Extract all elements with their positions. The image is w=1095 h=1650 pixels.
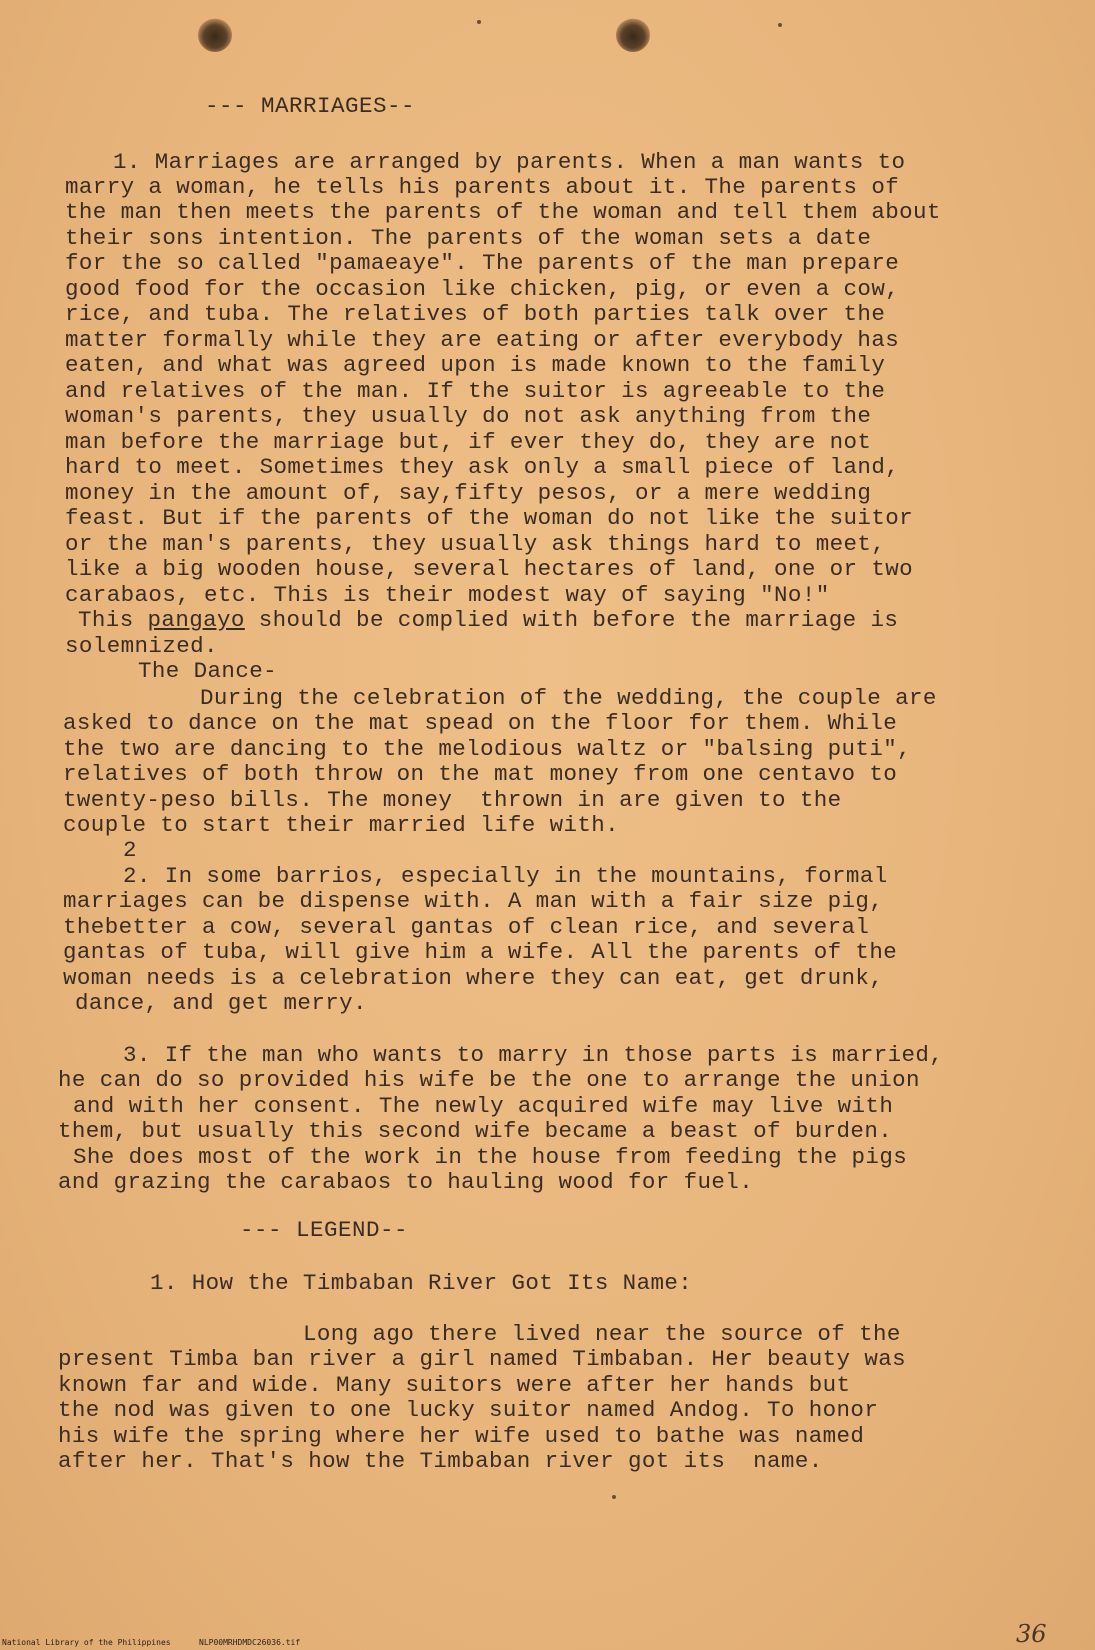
punch-hole-left [198, 18, 232, 52]
page-number: 36 [1016, 1620, 1047, 1648]
text-line: She does most of the work in the house from feeding the pigs [73, 1144, 908, 1170]
text-line: present Timba ban river a girl named Timbaban. Her beauty was [58, 1346, 907, 1372]
text-line: carabaos, etc. This is their modest way of saying "No!" [65, 582, 830, 608]
text-line: them, but usually this second wife became a beast of burden. [58, 1118, 893, 1144]
text-line: his wife the spring where her wife used to bathe was named [58, 1423, 865, 1449]
text-fragment: This [78, 607, 148, 633]
file-id: NLP00MRHDMDC26036.tif [199, 1638, 301, 1647]
text-line: solemnized. [65, 633, 218, 659]
text-line: asked to dance on the mat spead on the floor for them. While [63, 710, 898, 736]
ink-speck [612, 1495, 616, 1499]
text-line: Long ago there lived near the source of the [303, 1321, 901, 1347]
text-line: like a big wooden house, several hectares of land, one or two [65, 556, 914, 582]
legend-title: 1. How the Timbaban River Got Its Name: [150, 1270, 693, 1296]
ink-speck [477, 20, 481, 24]
section-heading-marriages: --- MARRIAGES-- [205, 93, 416, 119]
text-line: man before the marriage but, if ever they do, they are not [65, 429, 872, 455]
section-heading-legend: --- LEGEND-- [240, 1217, 409, 1243]
pangayo-line [78, 608, 898, 633]
text-line: known far and wide. Many suitors were after her hands but [58, 1372, 851, 1398]
text-line: marriages can be dispense with. A man with a fair size pig, [63, 888, 884, 914]
text-line: he can do so provided his wife be the one to arrange the union [58, 1067, 920, 1093]
text-line: twenty-peso bills. The money thrown in are given to the [63, 787, 842, 813]
stray-number: 2 [123, 837, 137, 863]
text-line: thebetter a cow, several gantas of clean rice, and several [63, 914, 870, 940]
text-line: money in the amount of, say,fifty pesos, or a mere wedding [65, 480, 872, 506]
text-line: and grazing the carabaos to hauling wood for fuel. [58, 1169, 754, 1195]
text-line: good food for the occasion like chicken, pig, or even a cow, [65, 276, 900, 302]
pangayo-term: pangayo [147, 607, 245, 633]
text-line: eaten, and what was agreed upon is made known to the family [65, 352, 886, 378]
text-line: or the man's parents, they usually ask things hard to meet, [65, 531, 886, 557]
text-line: the nod was given to one lucky suitor named Andog. To honor [58, 1397, 879, 1423]
text-line: their sons intention. The parents of the woman sets a date [65, 225, 872, 251]
text-fragment: should be complied with before the marriage is [244, 607, 899, 633]
library-credit: National Library of the Philippines [2, 1638, 171, 1647]
text-line: During the celebration of the wedding, the couple are [200, 685, 937, 711]
text-line: for the so called "pamaeaye". The parents of the man prepare [65, 250, 900, 276]
text-line: couple to start their married life with. [63, 812, 620, 838]
text-line: marry a woman, he tells his parents about it. The parents of [65, 174, 900, 200]
text-line: and relatives of the man. If the suitor is agreeable to the [65, 378, 886, 404]
text-line: gantas of tuba, will give him a wife. All the parents of the [63, 939, 898, 965]
text-line: woman's parents, they usually do not ask anything from the [65, 403, 872, 429]
ink-speck [778, 23, 782, 27]
text-line: dance, and get merry. [75, 990, 367, 1016]
punch-hole-right [616, 18, 650, 52]
text-line: rice, and tuba. The relatives of both parties talk over the [65, 301, 886, 327]
text-line: woman needs is a celebration where they can eat, get drunk, [63, 965, 884, 991]
text-line: 2. In some barrios, especially in the mountains, formal [123, 863, 888, 889]
text-line: the two are dancing to the melodious waltz or "balsing puti", [63, 736, 912, 762]
text-line: after her. That's how the Timbaban river got its name. [58, 1448, 823, 1474]
text-line: the man then meets the parents of the woman and tell them about [65, 199, 941, 225]
text-line: 3. If the man who wants to marry in those parts is married, [123, 1042, 944, 1068]
text-line: feast. But if the parents of the woman do not like the suitor [65, 505, 914, 531]
text-line: 1. Marriages are arranged by parents. When a man wants to [113, 149, 906, 175]
text-line: hard to meet. Sometimes they ask only a small piece of land, [65, 454, 900, 480]
text-line: matter formally while they are eating or after everybody has [65, 327, 900, 353]
text-line: relatives of both throw on the mat money from one centavo to [63, 761, 898, 787]
text-line: and with her consent. The newly acquired wife may live with [73, 1093, 894, 1119]
subheading-the-dance: The Dance- [138, 658, 278, 684]
